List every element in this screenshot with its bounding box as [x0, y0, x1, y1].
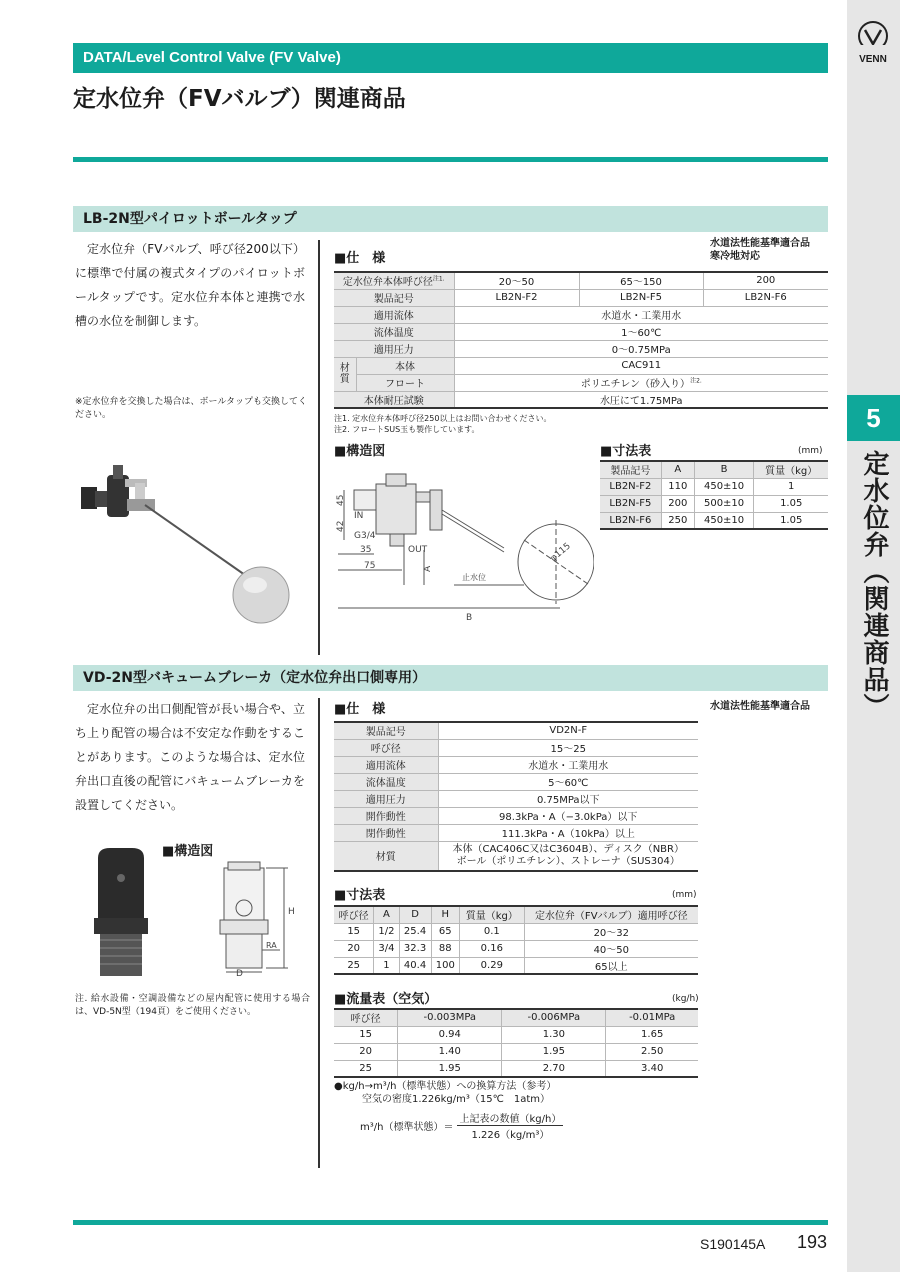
lb-section-header: LB-2N型パイロットボールタップ [73, 206, 828, 232]
lb-spec-cell: 200 [703, 272, 828, 289]
table-header: 呼び径 [334, 1009, 398, 1026]
table-cell: 32.3 [399, 940, 431, 957]
table-cell: 1.05 [754, 512, 828, 529]
lb-footnote-1: 注1. 定水位弁本体呼び径250以上はお問い合わせください。 [334, 414, 552, 423]
formula-denominator: 1.226（kg/m³） [471, 1130, 550, 1141]
lb-spec-cell: 1〜60℃ [454, 323, 828, 340]
table-cell: 0.29 [460, 957, 525, 974]
dim-b: B [466, 613, 473, 620]
table-cell: 25 [334, 957, 374, 974]
lb-dim-table [600, 460, 828, 530]
table-row [334, 773, 698, 790]
vd-dim-title: ■寸法表 [334, 888, 386, 903]
lb-spec-cell: LB2N-F5 [579, 289, 703, 306]
vd-note: 注. 給水設備・空調設備などの屋内配管に使用する場合は、VD-5N型（194頁）をご使用ください。 [75, 994, 310, 1017]
table-cell: 65 [431, 923, 459, 940]
table-cell: 15 [334, 1026, 398, 1043]
lb-spec-label: 適用流体 [334, 306, 454, 323]
ball-tap-photo [75, 465, 295, 630]
lb-footnotes [334, 413, 551, 435]
table-cell: 20 [334, 940, 374, 957]
lb-spec-label: 適用圧力 [334, 340, 454, 357]
lb-cert-line2: 寒冷地対応 [710, 251, 760, 262]
table-cell: 65以上 [524, 957, 698, 974]
vd-flow-unit: (kg/h) [672, 994, 699, 1004]
table-cell: 25 [334, 1060, 398, 1077]
vd-spec-label: 流体温度 [334, 773, 438, 790]
lb-spec-cell: 水圧にて1.75MPa [454, 391, 828, 408]
vd-spec-title: ■仕 様 [334, 702, 386, 717]
vd-spec-label: 適用圧力 [334, 790, 438, 807]
lb-dim-unit: (mm) [798, 446, 823, 456]
table-cell: 2.50 [606, 1043, 698, 1060]
table-cell: 450±10 [694, 512, 754, 529]
table-header: -0.01MPa [606, 1009, 698, 1026]
chapter-number: 5 [847, 395, 900, 441]
vd-spec-label: 適用流体 [334, 756, 438, 773]
lb-structure-diagram [334, 470, 594, 620]
title-rule [73, 157, 828, 162]
table-cell: LB2N-F5 [600, 495, 661, 512]
table-cell: 200 [661, 495, 694, 512]
lb-spec-label: 本体 [356, 357, 454, 374]
vd-struct-title: ■構造図 [162, 844, 214, 859]
dim-35: 35 [360, 545, 372, 555]
lb-spec-cell: 水道水・工業用水 [454, 306, 828, 323]
vd-spec-material [438, 841, 698, 871]
lb-spec-cell: LB2N-F6 [703, 289, 828, 306]
vd-dim-table [334, 905, 698, 975]
table-cell: 88 [431, 940, 459, 957]
dim-d: D [236, 969, 243, 978]
venn-logo [852, 18, 894, 65]
lb-cert-line1: 水道法性能基準適合品 [710, 238, 810, 249]
table-cell: 100 [431, 957, 459, 974]
table-header: -0.006MPa [502, 1009, 606, 1026]
table-row [600, 512, 828, 529]
table-cell: 2.70 [502, 1060, 606, 1077]
table-row [600, 495, 828, 512]
vd-dim-unit: (mm) [672, 890, 697, 900]
stop-level-label: 止水位 [462, 573, 486, 582]
table-row [334, 722, 698, 739]
out-label: OUT [408, 545, 428, 555]
dim-a: A [423, 565, 433, 572]
vd-divider [318, 698, 320, 1168]
table-cell: 1.95 [398, 1060, 502, 1077]
lb-spec-cell: CAC911 [454, 357, 828, 374]
table-row [334, 957, 698, 974]
table-row [334, 1026, 698, 1043]
vd-spec-label: 呼び径 [334, 739, 438, 756]
vacuum-breaker-photo [90, 848, 152, 978]
footer-code: S190145A [700, 1236, 766, 1252]
vd-spec-label: 開作動性 [334, 807, 438, 824]
vd-spec-cell: VD2N-F [438, 722, 698, 739]
table-cell: 20 [334, 1043, 398, 1060]
vd-spec-cell: 15〜25 [438, 739, 698, 756]
vd-cert: 水道法性能基準適合品 [710, 701, 810, 712]
table-row [334, 1060, 698, 1077]
table-cell: 15 [334, 923, 374, 940]
table-header: 質量（kg） [754, 461, 828, 478]
chapter-title: 定水位弁（関連商品） [859, 450, 889, 720]
table-cell: 0.16 [460, 940, 525, 957]
lb-spec-label: 本体耐圧試験 [334, 391, 454, 408]
lb-divider [318, 240, 320, 655]
table-cell: 1.95 [502, 1043, 606, 1060]
table-cell: LB2N-F6 [600, 512, 661, 529]
table-cell: LB2N-F2 [600, 478, 661, 495]
table-cell: 110 [661, 478, 694, 495]
page-title: 定水位弁（FVバルブ）関連商品 [73, 86, 406, 112]
vd-mat-line2: ボール（ポリエチレン）、ストレーナ（SUS304） [456, 855, 680, 867]
phi-115: φ115 [548, 541, 573, 564]
table-row [334, 923, 698, 940]
table-header: 定水位弁（FVバルブ）適用呼び径 [524, 906, 698, 923]
vd-spec-cell: 0.75MPa以下 [438, 790, 698, 807]
table-header: 呼び径 [334, 906, 374, 923]
vd-flow-table [334, 1008, 698, 1078]
table-cell: 25.4 [399, 923, 431, 940]
vd-spec-label: 材質 [334, 841, 438, 871]
in-label: IN [354, 511, 364, 521]
lb-note: ※定水位弁を交換した場合は、ボールタップも交換してください。 [75, 397, 308, 420]
lb-spec-title: ■仕 様 [334, 251, 386, 266]
conversion-line2: 空気の密度1.226kg/m³（15℃ 1atm） [362, 1094, 550, 1105]
lb-spec-table [334, 271, 828, 409]
g34-label: G3/4 [354, 531, 376, 541]
conversion-formula [360, 1110, 563, 1141]
table-cell: 0.1 [460, 923, 525, 940]
table-cell: 20〜32 [524, 923, 698, 940]
vd-spec-cell: 111.3kPa・A（10kPa）以上 [438, 824, 698, 841]
table-cell: 1.40 [398, 1043, 502, 1060]
lb-cert [710, 237, 810, 263]
lb-spec-label: 製品記号 [334, 289, 454, 306]
lb-spec-material-label: 材質 [334, 357, 356, 391]
dim-75: 75 [364, 561, 376, 571]
table-header: B [694, 461, 754, 478]
table-header: 質量（kg） [460, 906, 525, 923]
vd-structure-diagram [210, 858, 310, 978]
vd-spec-cell: 98.3kPa・A（−3.0kPa）以下 [438, 807, 698, 824]
dim-42: 42 [336, 520, 346, 532]
dim-h: H [288, 907, 295, 917]
table-row [334, 790, 698, 807]
lb-description: 定水位弁（FVバルブ、呼び径200以下）に標準で付属の複式タイプのパイロットボールタップです。定水位弁本体と連携で水槽の水位を制御します。 [75, 242, 305, 328]
vd-description: 定水位弁の出口側配管が長い場合や、立ち上り配管の場合は不安定な作動をすることがあります。このような場合は、定水位弁出口直後の配管にバキュームブレーカを設置してください。 [75, 702, 305, 812]
dim-45: 45 [336, 494, 346, 506]
formula-numerator: 上記表の数値（kg/h） [457, 1110, 563, 1126]
venn-logo-icon [855, 18, 891, 54]
table-header: -0.003MPa [398, 1009, 502, 1026]
table-header: 製品記号 [600, 461, 661, 478]
vd-spec-label: 閉作動性 [334, 824, 438, 841]
table-row [334, 824, 698, 841]
lb-dim-title: ■寸法表 [600, 444, 652, 459]
table-cell: 1.65 [606, 1026, 698, 1043]
vd-spec-table [334, 721, 698, 872]
vd-mat-line1: 本体（CAC406C又はC3604B）、ディスク（NBR） [452, 843, 684, 855]
table-cell: 3.40 [606, 1060, 698, 1077]
lb-spec-label: 流体温度 [334, 323, 454, 340]
table-cell: 3/4 [374, 940, 399, 957]
logo-text: VENN [859, 54, 887, 65]
lb-spec-cell: LB2N-F2 [454, 289, 579, 306]
table-row [600, 478, 828, 495]
lb-spec-cell: 20〜50 [454, 272, 579, 289]
lb-struct-title: ■構造図 [334, 444, 386, 459]
table-row [334, 1043, 698, 1060]
lb-spec-cell: 0〜0.75MPa [454, 340, 828, 357]
vd-flow-title: ■流量表（空気） [334, 992, 438, 1007]
table-cell: 250 [661, 512, 694, 529]
ra-label: RA [266, 941, 277, 950]
conversion-note [334, 1080, 556, 1106]
table-row [334, 940, 698, 957]
vd-section-header: VD-2N型バキュームブレーカ（定水位弁出口側専用） [73, 665, 828, 691]
lb-spec-label: フロート [356, 374, 454, 391]
vd-spec-label: 製品記号 [334, 722, 438, 739]
table-cell: 1 [754, 478, 828, 495]
table-cell: 1/2 [374, 923, 399, 940]
table-cell: 1.05 [754, 495, 828, 512]
table-row [334, 739, 698, 756]
table-cell: 1 [374, 957, 399, 974]
table-header: H [431, 906, 459, 923]
table-cell: 500±10 [694, 495, 754, 512]
vd-spec-cell: 水道水・工業用水 [438, 756, 698, 773]
conversion-line1: ●kg/h→m³/h（標準状態）への換算方法（参考） [334, 1081, 557, 1092]
table-row [334, 756, 698, 773]
lb-spec-cell-float: ポリエチレン（砂入り）$^{注2.}$ [454, 374, 828, 391]
table-cell: 1.30 [502, 1026, 606, 1043]
formula-lhs: m³/h（標準状態）＝ [360, 1122, 454, 1133]
lb-spec-cell: 65〜150 [579, 272, 703, 289]
table-cell: 40.4 [399, 957, 431, 974]
table-header: A [374, 906, 399, 923]
page-number: 193 [797, 1232, 828, 1252]
lb-spec-label-size: 定水位弁本体呼び径$^{注1.}$ [334, 272, 454, 289]
table-cell: 450±10 [694, 478, 754, 495]
header-band: DATA/Level Control Valve (FV Valve) [73, 43, 828, 73]
vd-spec-cell: 5〜60℃ [438, 773, 698, 790]
footer-rule [73, 1220, 828, 1225]
table-cell: 0.94 [398, 1026, 502, 1043]
table-header: D [399, 906, 431, 923]
table-header: A [661, 461, 694, 478]
lb-footnote-2: 注2. フロートSUS玉も製作しています。 [334, 425, 480, 434]
table-row [334, 807, 698, 824]
table-cell: 40〜50 [524, 940, 698, 957]
